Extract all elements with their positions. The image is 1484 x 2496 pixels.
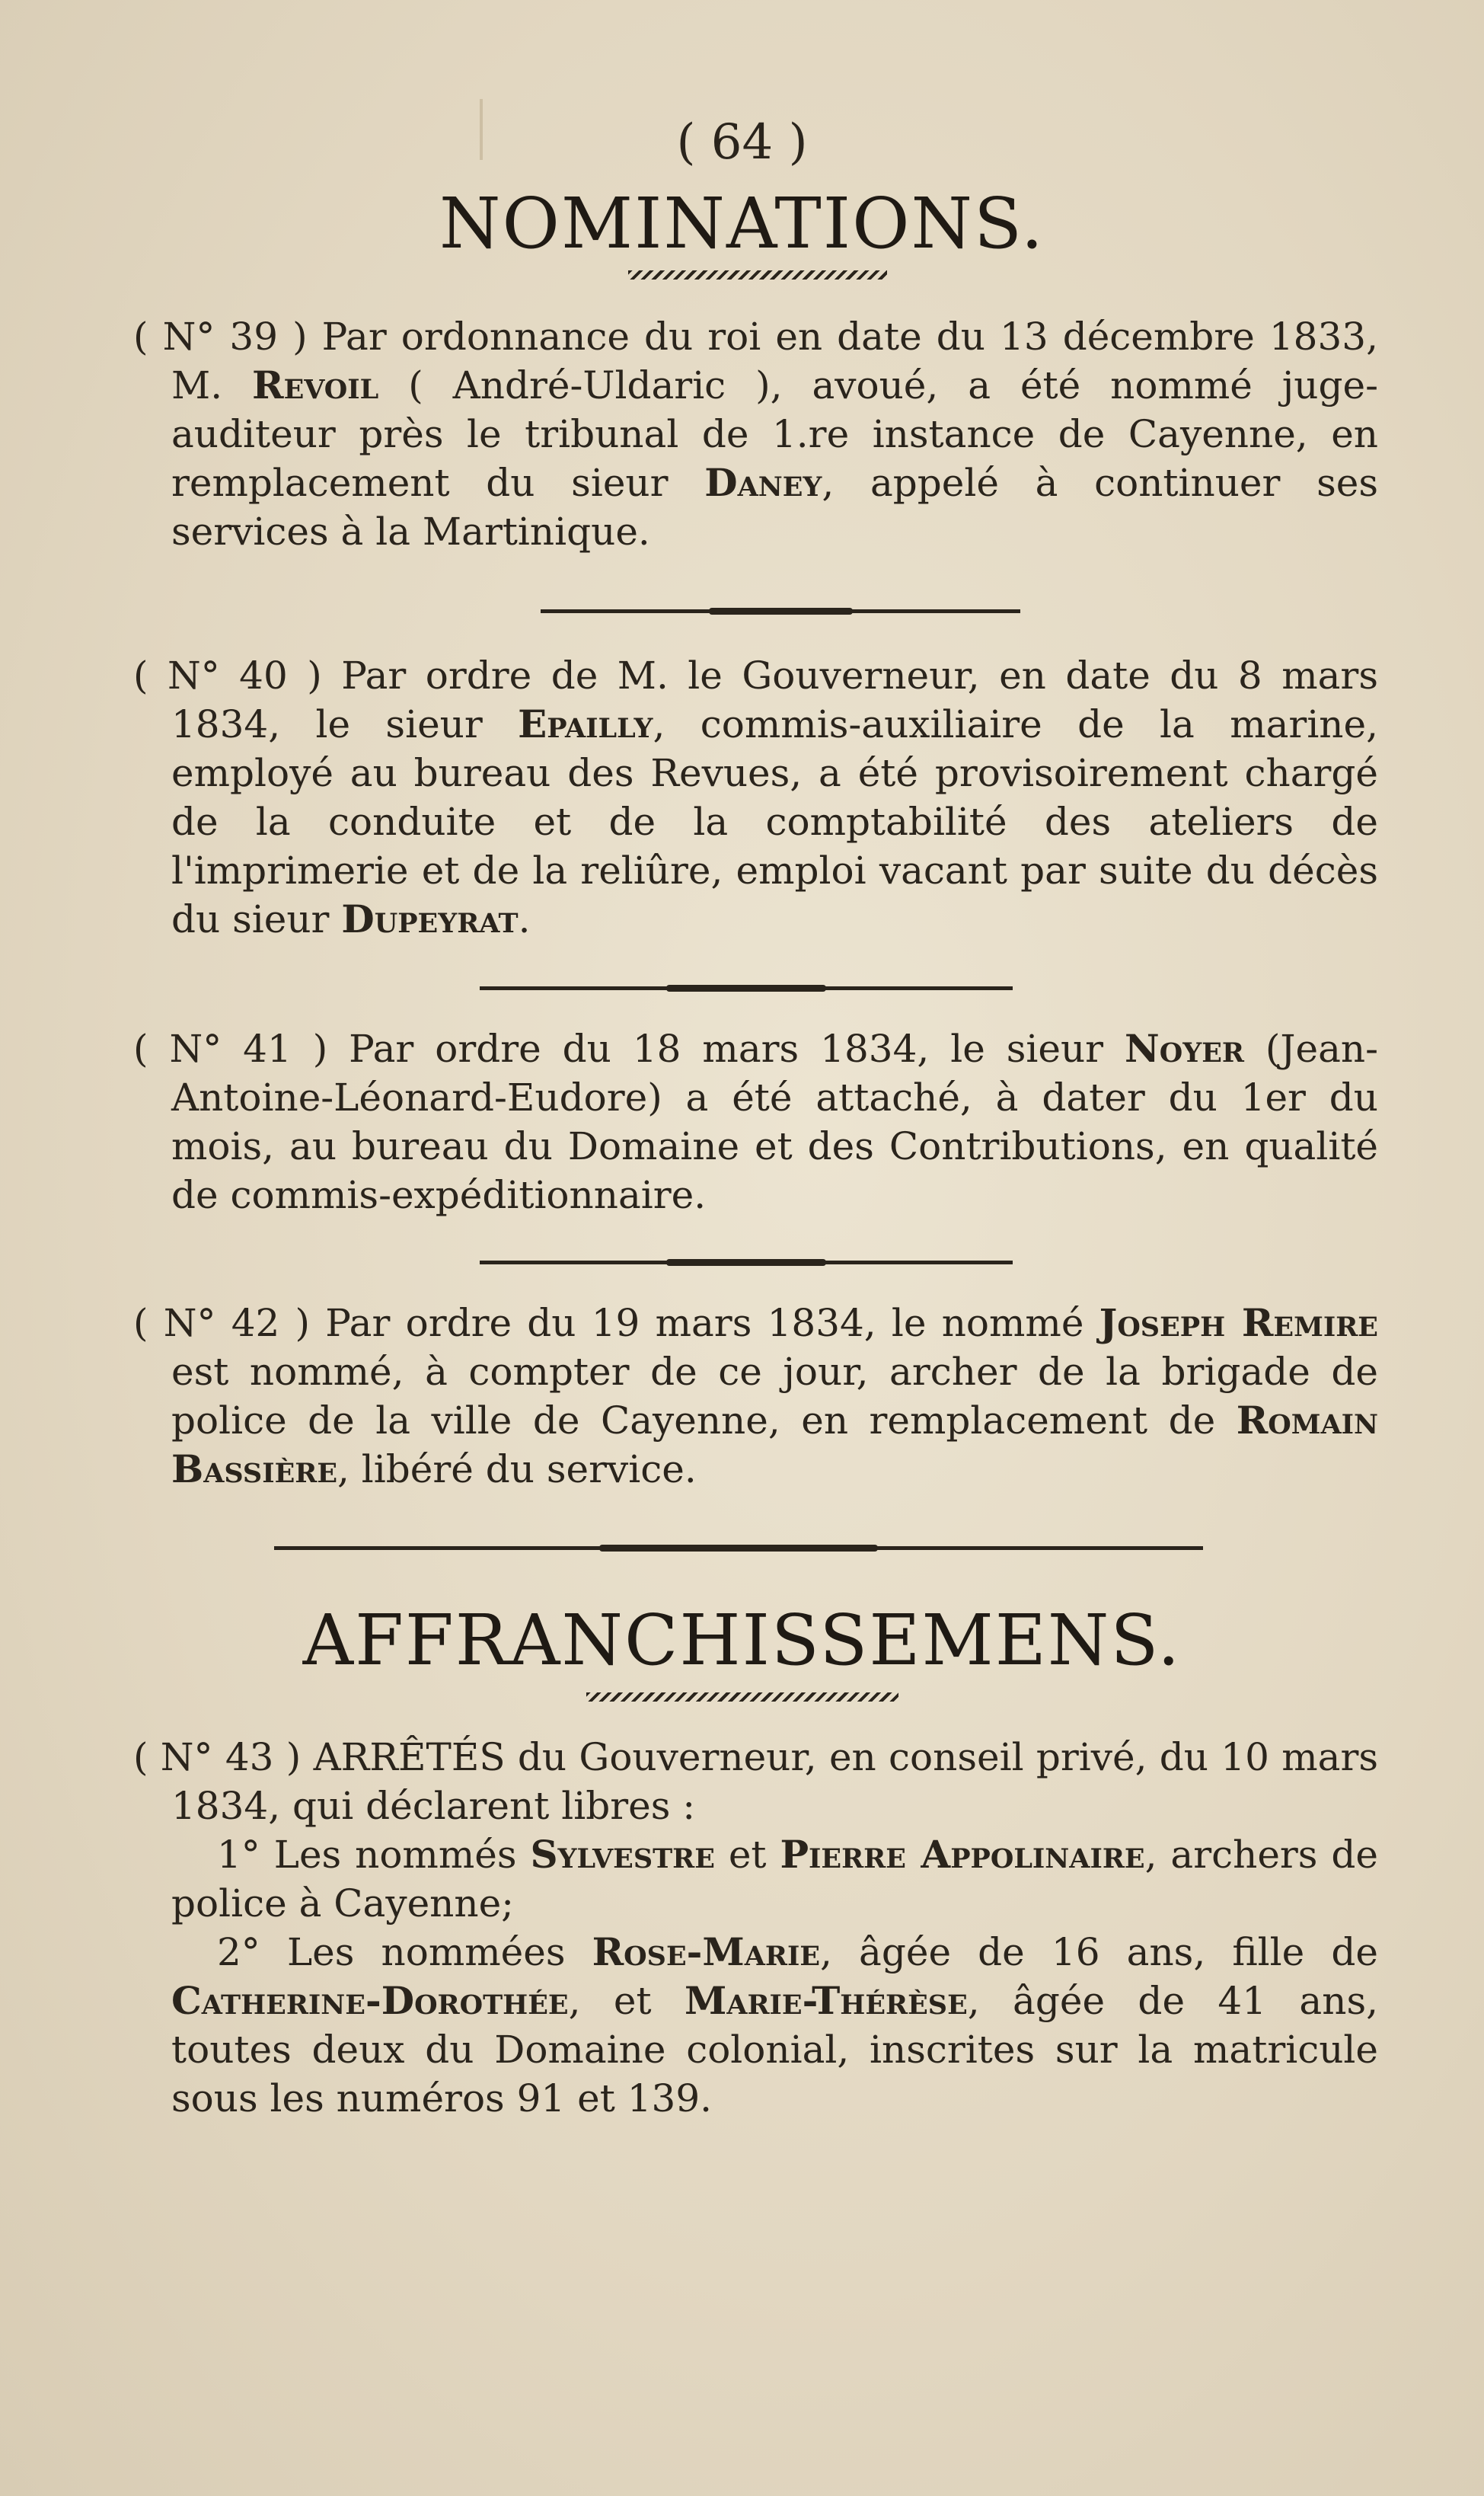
separator-rule bbox=[480, 1261, 1013, 1264]
entry-39 bbox=[129, 312, 1378, 556]
item-text: , âgée de 16 ans, fille de bbox=[820, 1930, 1378, 1974]
item-text: , âgée de 41 ans, toutes deux du Domaine colonial, inscrites sur la matricule sous les numéros 91 et 139. bbox=[171, 1979, 1378, 2120]
person-name: Daney bbox=[704, 460, 822, 505]
entry-text: ARRÊTÉS du Gouverneur, en conseil privé, du 10 mars 1834, qui déclarent libres : bbox=[171, 1735, 1378, 1828]
title-ornament bbox=[586, 1692, 898, 1702]
person-name: Pierre Appolinaire bbox=[780, 1832, 1145, 1877]
entry-text: Par ordonnance du roi en date du 13 décembre 1833, M. bbox=[171, 315, 1378, 407]
item-text: , archers de police à Cayenne; bbox=[171, 1833, 1378, 1926]
title-ornament bbox=[628, 270, 887, 280]
entry-text: , appelé à continuer ses services à la Martinique. bbox=[171, 461, 1378, 554]
entry-text: , libéré du service. bbox=[337, 1447, 697, 1491]
person-name: Sylvestre bbox=[530, 1832, 715, 1877]
entry-40 bbox=[129, 651, 1378, 944]
item-text: , et bbox=[568, 1979, 685, 2023]
entry-text: (Jean-Antoine-Léonard-Eudore) a été attaché, à dater du 1er du mois, au bureau du Domaine et des Contributions, en qualité de commis-expéditionnaire. bbox=[171, 1027, 1378, 1217]
person-name: Joseph Remire bbox=[1099, 1300, 1378, 1345]
entry-text: Par ordre de M. le Gouverneur, en date du 8 mars 1834, le sieur bbox=[171, 654, 1378, 746]
person-name: Epailly bbox=[518, 702, 653, 746]
entry-text: Par ordre du 18 mars 1834, le sieur bbox=[327, 1027, 1125, 1071]
entry-43 bbox=[129, 1733, 1378, 2123]
item-text: et bbox=[714, 1833, 780, 1877]
entry-text: Par ordre du 19 mars 1834, le nommé bbox=[310, 1301, 1099, 1345]
entry-number: ( N° 43 ) bbox=[133, 1735, 302, 1779]
person-name: Noyer bbox=[1125, 1026, 1244, 1071]
entry-text: ( André-Uldaric ), avoué, a été nommé juge-auditeur près le tribunal de 1.re instance de Cayenne, en remplacement du sieur bbox=[171, 363, 1379, 505]
entry-41 bbox=[129, 1024, 1378, 1219]
person-name: Rose-Marie bbox=[592, 1929, 821, 1974]
entry-text: . bbox=[518, 897, 531, 941]
section-divider-rule bbox=[274, 1546, 1203, 1550]
entry-text: , commis-auxiliaire de la marine, employé au bureau des Revues, a été provisoirement chargé de la conduite et de la comptabilité des ateliers de l'imprimerie et de la reliûre, emploi vacant par suite du décès du sieur bbox=[171, 702, 1378, 941]
person-name: Romain Bassière bbox=[171, 1398, 1378, 1491]
person-name: Marie-Thérèse bbox=[684, 1978, 968, 2023]
entry-text: est nommé, à compter de ce jour, archer de la brigade de police de la ville de Cayenne, en remplacement de bbox=[171, 1350, 1378, 1443]
entry-number: ( N° 41 ) bbox=[133, 1027, 328, 1071]
item-text: 1° Les nommés bbox=[217, 1833, 531, 1877]
freed-item-2 bbox=[129, 1928, 1378, 2123]
entry-number: ( N° 40 ) bbox=[133, 654, 322, 698]
entry-number: ( N° 39 ) bbox=[133, 315, 308, 359]
person-name: Catherine-Dorothée bbox=[171, 1978, 569, 2023]
separator-rule bbox=[480, 986, 1013, 990]
freed-item-1 bbox=[129, 1830, 1378, 1928]
person-name: Revoil bbox=[252, 363, 379, 407]
section-title-affranchissemens: AFFRANCHISSEMENS. bbox=[302, 1600, 1182, 1681]
person-name: Dupeyrat bbox=[341, 896, 519, 941]
item-text: 2° Les nommées bbox=[217, 1930, 592, 1974]
section-title-nominations: NOMINATIONS. bbox=[439, 183, 1045, 264]
entry-number: ( N° 42 ) bbox=[133, 1301, 311, 1345]
page-number: ( 64 ) bbox=[676, 114, 808, 171]
separator-rule bbox=[541, 609, 1020, 613]
entry-42 bbox=[129, 1299, 1378, 1494]
